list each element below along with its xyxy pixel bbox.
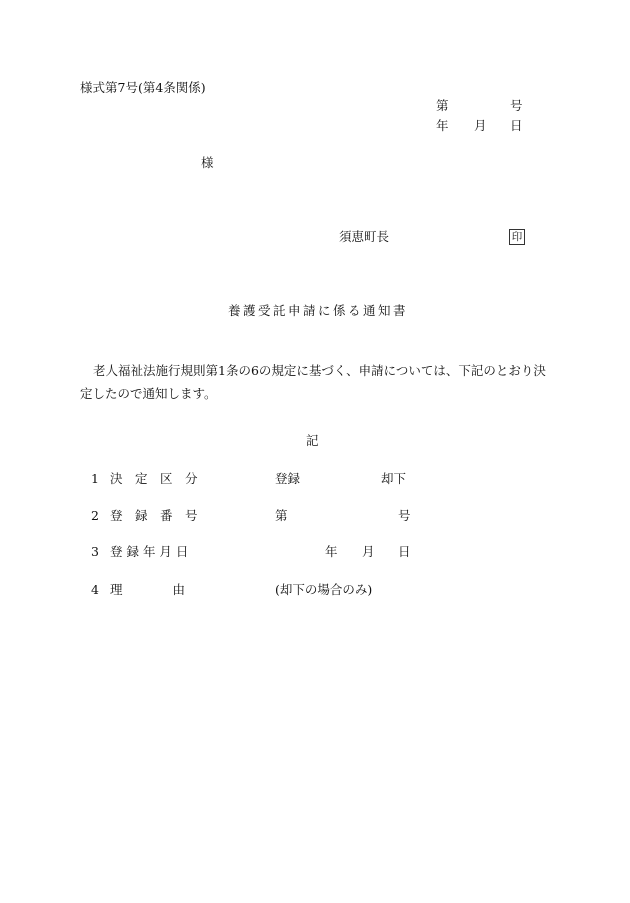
registration-number-prefix: 第 <box>275 508 288 523</box>
date-day-label: 日 <box>510 118 523 133</box>
ki-heading: 記 <box>306 433 319 448</box>
document-title: 養護受託申請に係る通知書 <box>228 303 409 318</box>
item-label-registration-number: 登 録 番 号 <box>110 508 198 523</box>
item-number: 2 <box>91 508 99 523</box>
registration-date-year: 年 <box>325 544 338 559</box>
item-value-register: 登録 <box>275 471 301 486</box>
doc-number-prefix: 第 <box>436 98 449 113</box>
date-year-label: 年 <box>436 118 449 133</box>
item-label-reason: 理 由 <box>110 582 186 597</box>
doc-number-suffix: 号 <box>510 98 523 113</box>
item-number: 1 <box>91 471 99 486</box>
reason-note: (却下の場合のみ) <box>275 582 373 597</box>
body-paragraph <box>80 359 550 405</box>
item-label-decision-type: 決 定 区 分 <box>110 471 198 486</box>
item-value-reject: 却下 <box>381 471 407 486</box>
recipient-honorific: 様 <box>201 155 214 170</box>
form-number-label: 様式第7号(第4条関係) <box>80 80 206 95</box>
issuer-title: 須恵町長 <box>339 229 390 244</box>
item-number: 3 <box>91 544 99 559</box>
seal-mark: 印 <box>509 229 525 245</box>
item-label-registration-date: 登 録 年 月 日 <box>110 544 189 559</box>
registration-date-day: 日 <box>398 544 411 559</box>
item-number: 4 <box>91 582 99 597</box>
body-line-1: 老人福祉法施行規則第1条の6の規定に基づく、申請については、下記のとおり決 <box>93 363 546 378</box>
registration-date-month: 月 <box>362 544 375 559</box>
body-line-2: 定したので通知します。 <box>80 386 217 401</box>
date-month-label: 月 <box>474 118 487 133</box>
registration-number-suffix: 号 <box>398 508 411 523</box>
